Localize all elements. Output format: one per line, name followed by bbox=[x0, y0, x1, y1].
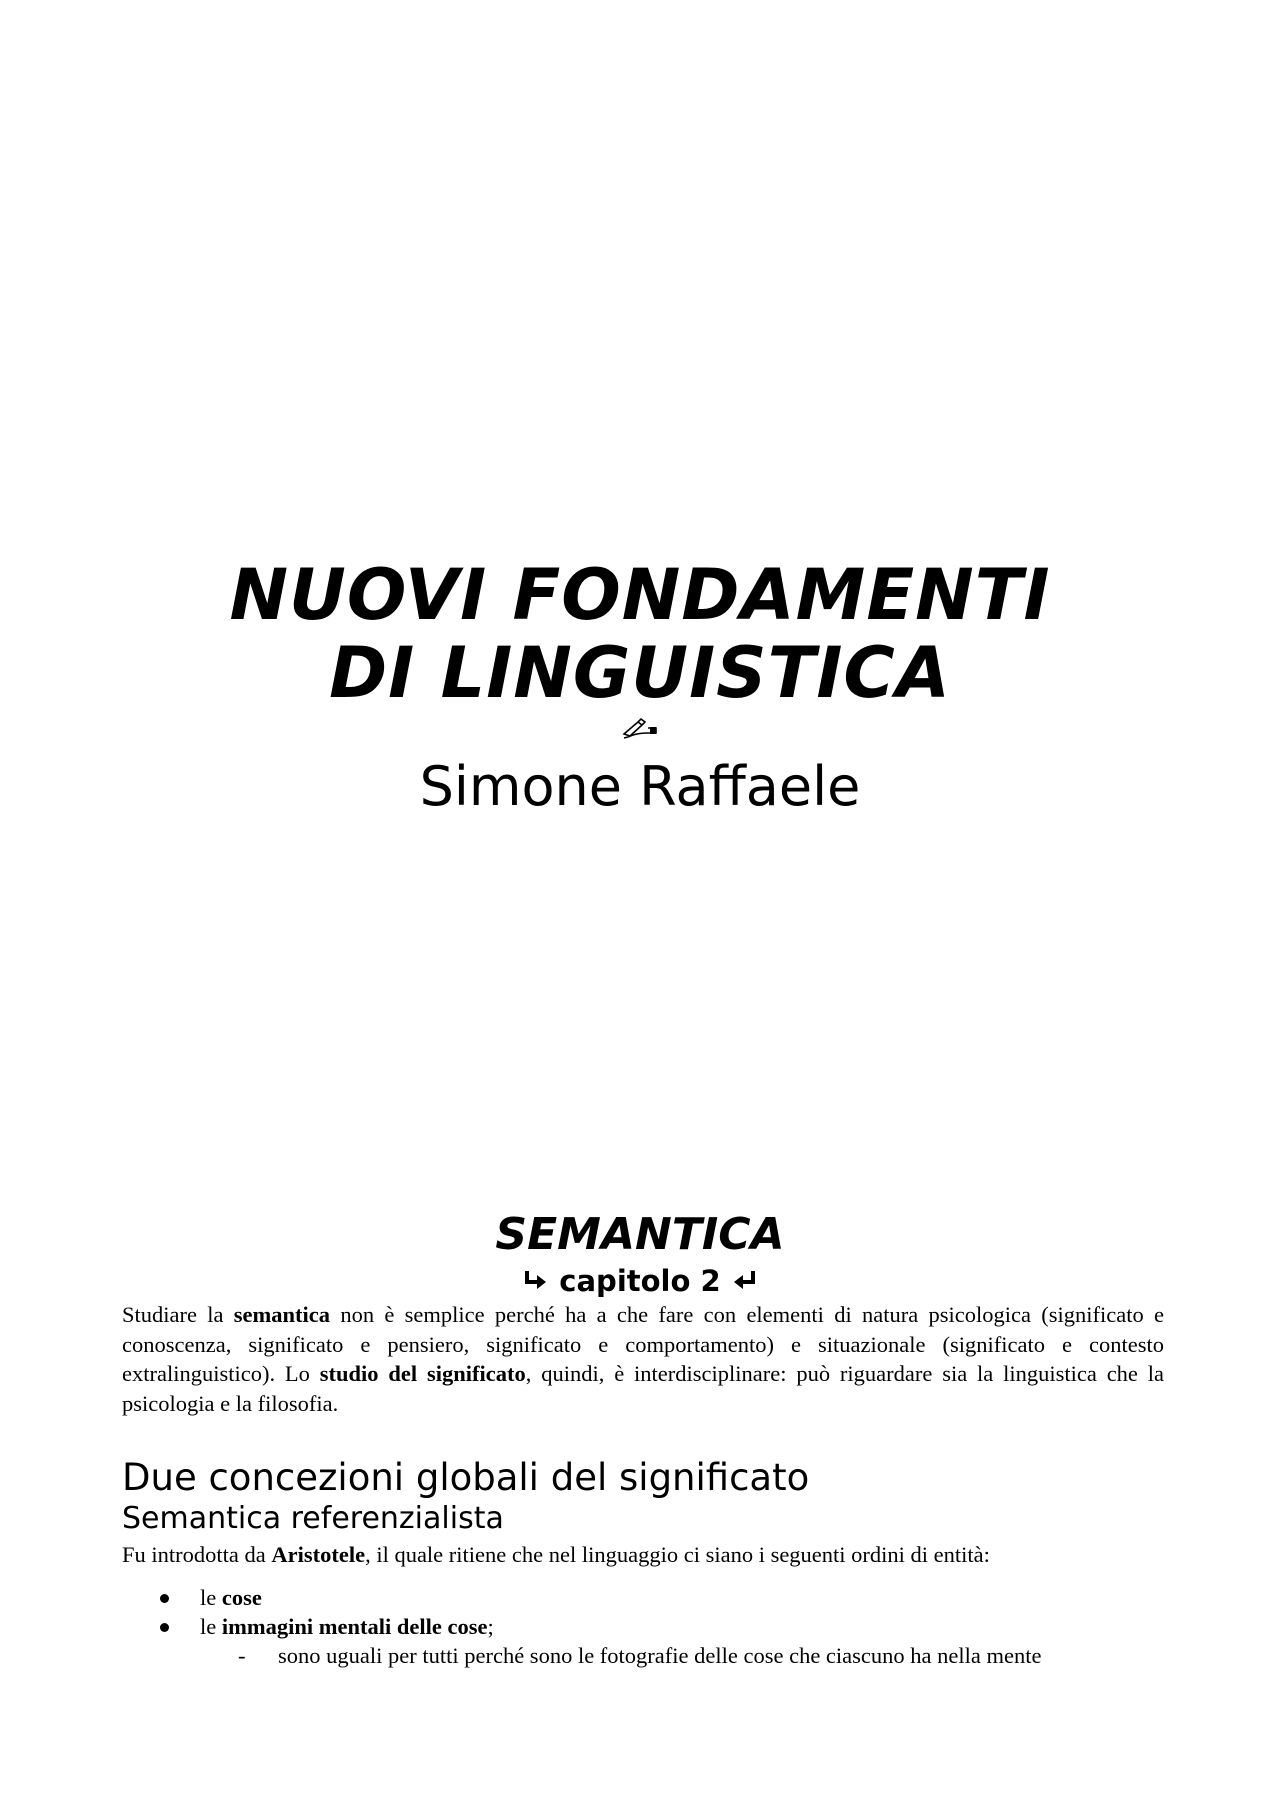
bullet-icon bbox=[160, 1623, 169, 1632]
paragraph-text: , quindi, è interdisciplinare: può riguardare sia la linguistica che la psicologia e la filosofia. bbox=[122, 1361, 1165, 1416]
arrow-down-left-icon bbox=[731, 1268, 757, 1294]
section-title: SEMANTICA bbox=[495, 1209, 785, 1260]
dash-marker: - bbox=[238, 1643, 246, 1668]
sub-list-item bbox=[0, 1641, 1280, 1671]
document-title-line-2: DI LINGUISTICA bbox=[329, 632, 951, 714]
term-aristotele: Aristotele bbox=[271, 1542, 366, 1567]
writing-hand-icon bbox=[622, 716, 658, 740]
document-title-line-1: NUOVI FONDAMENTI bbox=[229, 554, 1051, 636]
term-semantica: semantica bbox=[233, 1302, 331, 1327]
intro-text: Fu introdotta da bbox=[122, 1542, 272, 1567]
sub-list-item-text: sono uguali per tutti perché sono le fotografie delle cose che ciascuno ha nella mente bbox=[278, 1643, 1042, 1668]
heading-level-1: Due concezioni globali del significato bbox=[122, 1456, 810, 1499]
arrow-down-right-icon bbox=[523, 1268, 549, 1294]
chapter-label bbox=[0, 1263, 1280, 1299]
list-item bbox=[0, 1612, 1280, 1642]
intro-paragraph bbox=[122, 1300, 1164, 1418]
chapter-text: capitolo 2 bbox=[559, 1264, 721, 1298]
referential-intro bbox=[122, 1540, 1222, 1570]
intro-text: , il quale ritiene che nel linguaggio ci siano i seguenti ordini di entità: bbox=[365, 1542, 990, 1567]
heading-level-2: Semantica referenzialista bbox=[122, 1501, 504, 1536]
author-name: Simone Raffaele bbox=[419, 755, 861, 818]
list-item-text: le cose bbox=[200, 1585, 262, 1610]
list-item bbox=[0, 1583, 1280, 1613]
bullet-icon bbox=[160, 1594, 169, 1603]
paragraph-text: Studiare la bbox=[122, 1302, 234, 1327]
term-studio-del-significato: studio del significato bbox=[319, 1361, 526, 1386]
paragraph-text: non è semplice perché ha a che fare con elementi di natura psicologica (significato e conoscenza, significato e pensiero, significato e comportamento) e situazionale (significato e contesto extralinguistico). Lo bbox=[122, 1302, 1164, 1386]
list-item-text: le immagini mentali delle cose; bbox=[200, 1614, 494, 1639]
